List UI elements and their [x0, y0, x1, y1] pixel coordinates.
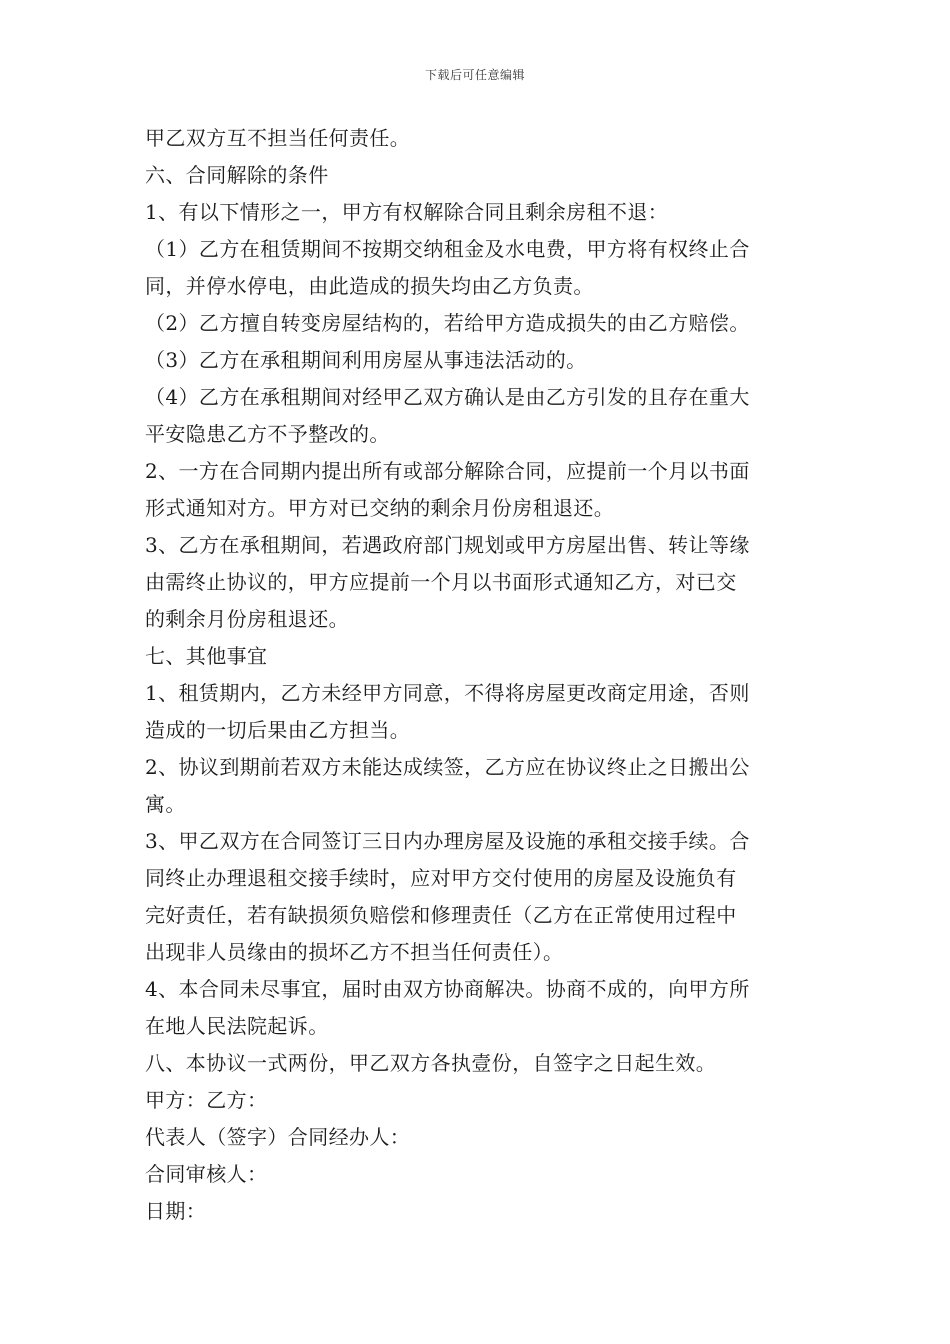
text-line: 3、甲乙双方在合同签订三日内办理房屋及设施的承租交接手续。合: [145, 829, 750, 853]
section-heading-effective: 八、本协议一式两份，甲乙双方各执壹份，自签字之日起生效。: [145, 1051, 717, 1075]
signature-date-line: 日期：: [145, 1199, 207, 1223]
text-line: 同终止办理退租交接手续时，应对甲方交付使用的房屋及设施负有: [145, 866, 737, 890]
text-line: 出现非人员缘由的损坏乙方不担当任何责任）。: [145, 940, 564, 964]
text-line: （4）乙方在承租期间对经甲乙双方确认是由乙方引发的且存在重大: [145, 385, 750, 409]
text-line: 寓。: [145, 792, 186, 816]
text-line: 完好责任，若有缺损须负赔偿和修理责任（乙方在正常使用过程中: [145, 903, 737, 927]
text-line: 2、一方在合同期内提出所有或部分解除合同，应提前一个月以书面: [145, 459, 750, 483]
text-line: 2、协议到期前若双方未能达成续签，乙方应在协议终止之日搬出公: [145, 755, 750, 779]
signature-reviewer-line: 合同审核人：: [145, 1162, 268, 1186]
signature-representative-line: 代表人（签字）合同经办人：: [145, 1125, 411, 1149]
text-line: 甲乙双方互不担当任何责任。: [145, 126, 411, 150]
text-line: （3）乙方在承租期间利用房屋从事违法活动的。: [145, 348, 587, 372]
text-line: 的剩余月份房租退还。: [145, 607, 349, 631]
text-line: 在地人民法院起诉。: [145, 1014, 329, 1038]
text-line: 1、租赁期内，乙方未经甲方同意，不得将房屋更改商定用途，否则: [145, 681, 750, 705]
text-line: 3、乙方在承租期间，若遇政府部门规划或甲方房屋出售、转让等缘: [145, 533, 750, 557]
text-line: （1）乙方在租赁期间不按期交纳租金及水电费，甲方将有权终止合: [145, 237, 750, 261]
text-line: （2）乙方擅自转变房屋结构的，若给甲方造成损失的由乙方赔偿。: [145, 311, 750, 335]
section-heading-other-matters: 七、其他事宜: [145, 644, 268, 668]
text-line: 由需终止协议的，甲方应提前一个月以书面形式通知乙方，对已交: [145, 570, 737, 594]
text-line: 同，并停水停电，由此造成的损失均由乙方负责。: [145, 274, 594, 298]
text-line: 平安隐患乙方不予整改的。: [145, 422, 390, 446]
text-line: 形式通知对方。甲方对已交纳的剩余月份房租退还。: [145, 496, 615, 520]
section-heading-termination: 六、合同解除的条件: [145, 163, 329, 187]
signature-parties-line: 甲方：乙方：: [145, 1088, 268, 1112]
text-line: 造成的一切后果由乙方担当。: [145, 718, 411, 742]
header-note: 下载后可任意编辑: [424, 68, 525, 82]
text-line: 1、有以下情形之一，甲方有权解除合同且剩余房租不退：: [145, 200, 669, 224]
text-line: 4、本合同未尽事宜，届时由双方协商解决。协商不成的，向甲方所: [145, 977, 750, 1001]
document-body: [145, 120, 810, 1230]
